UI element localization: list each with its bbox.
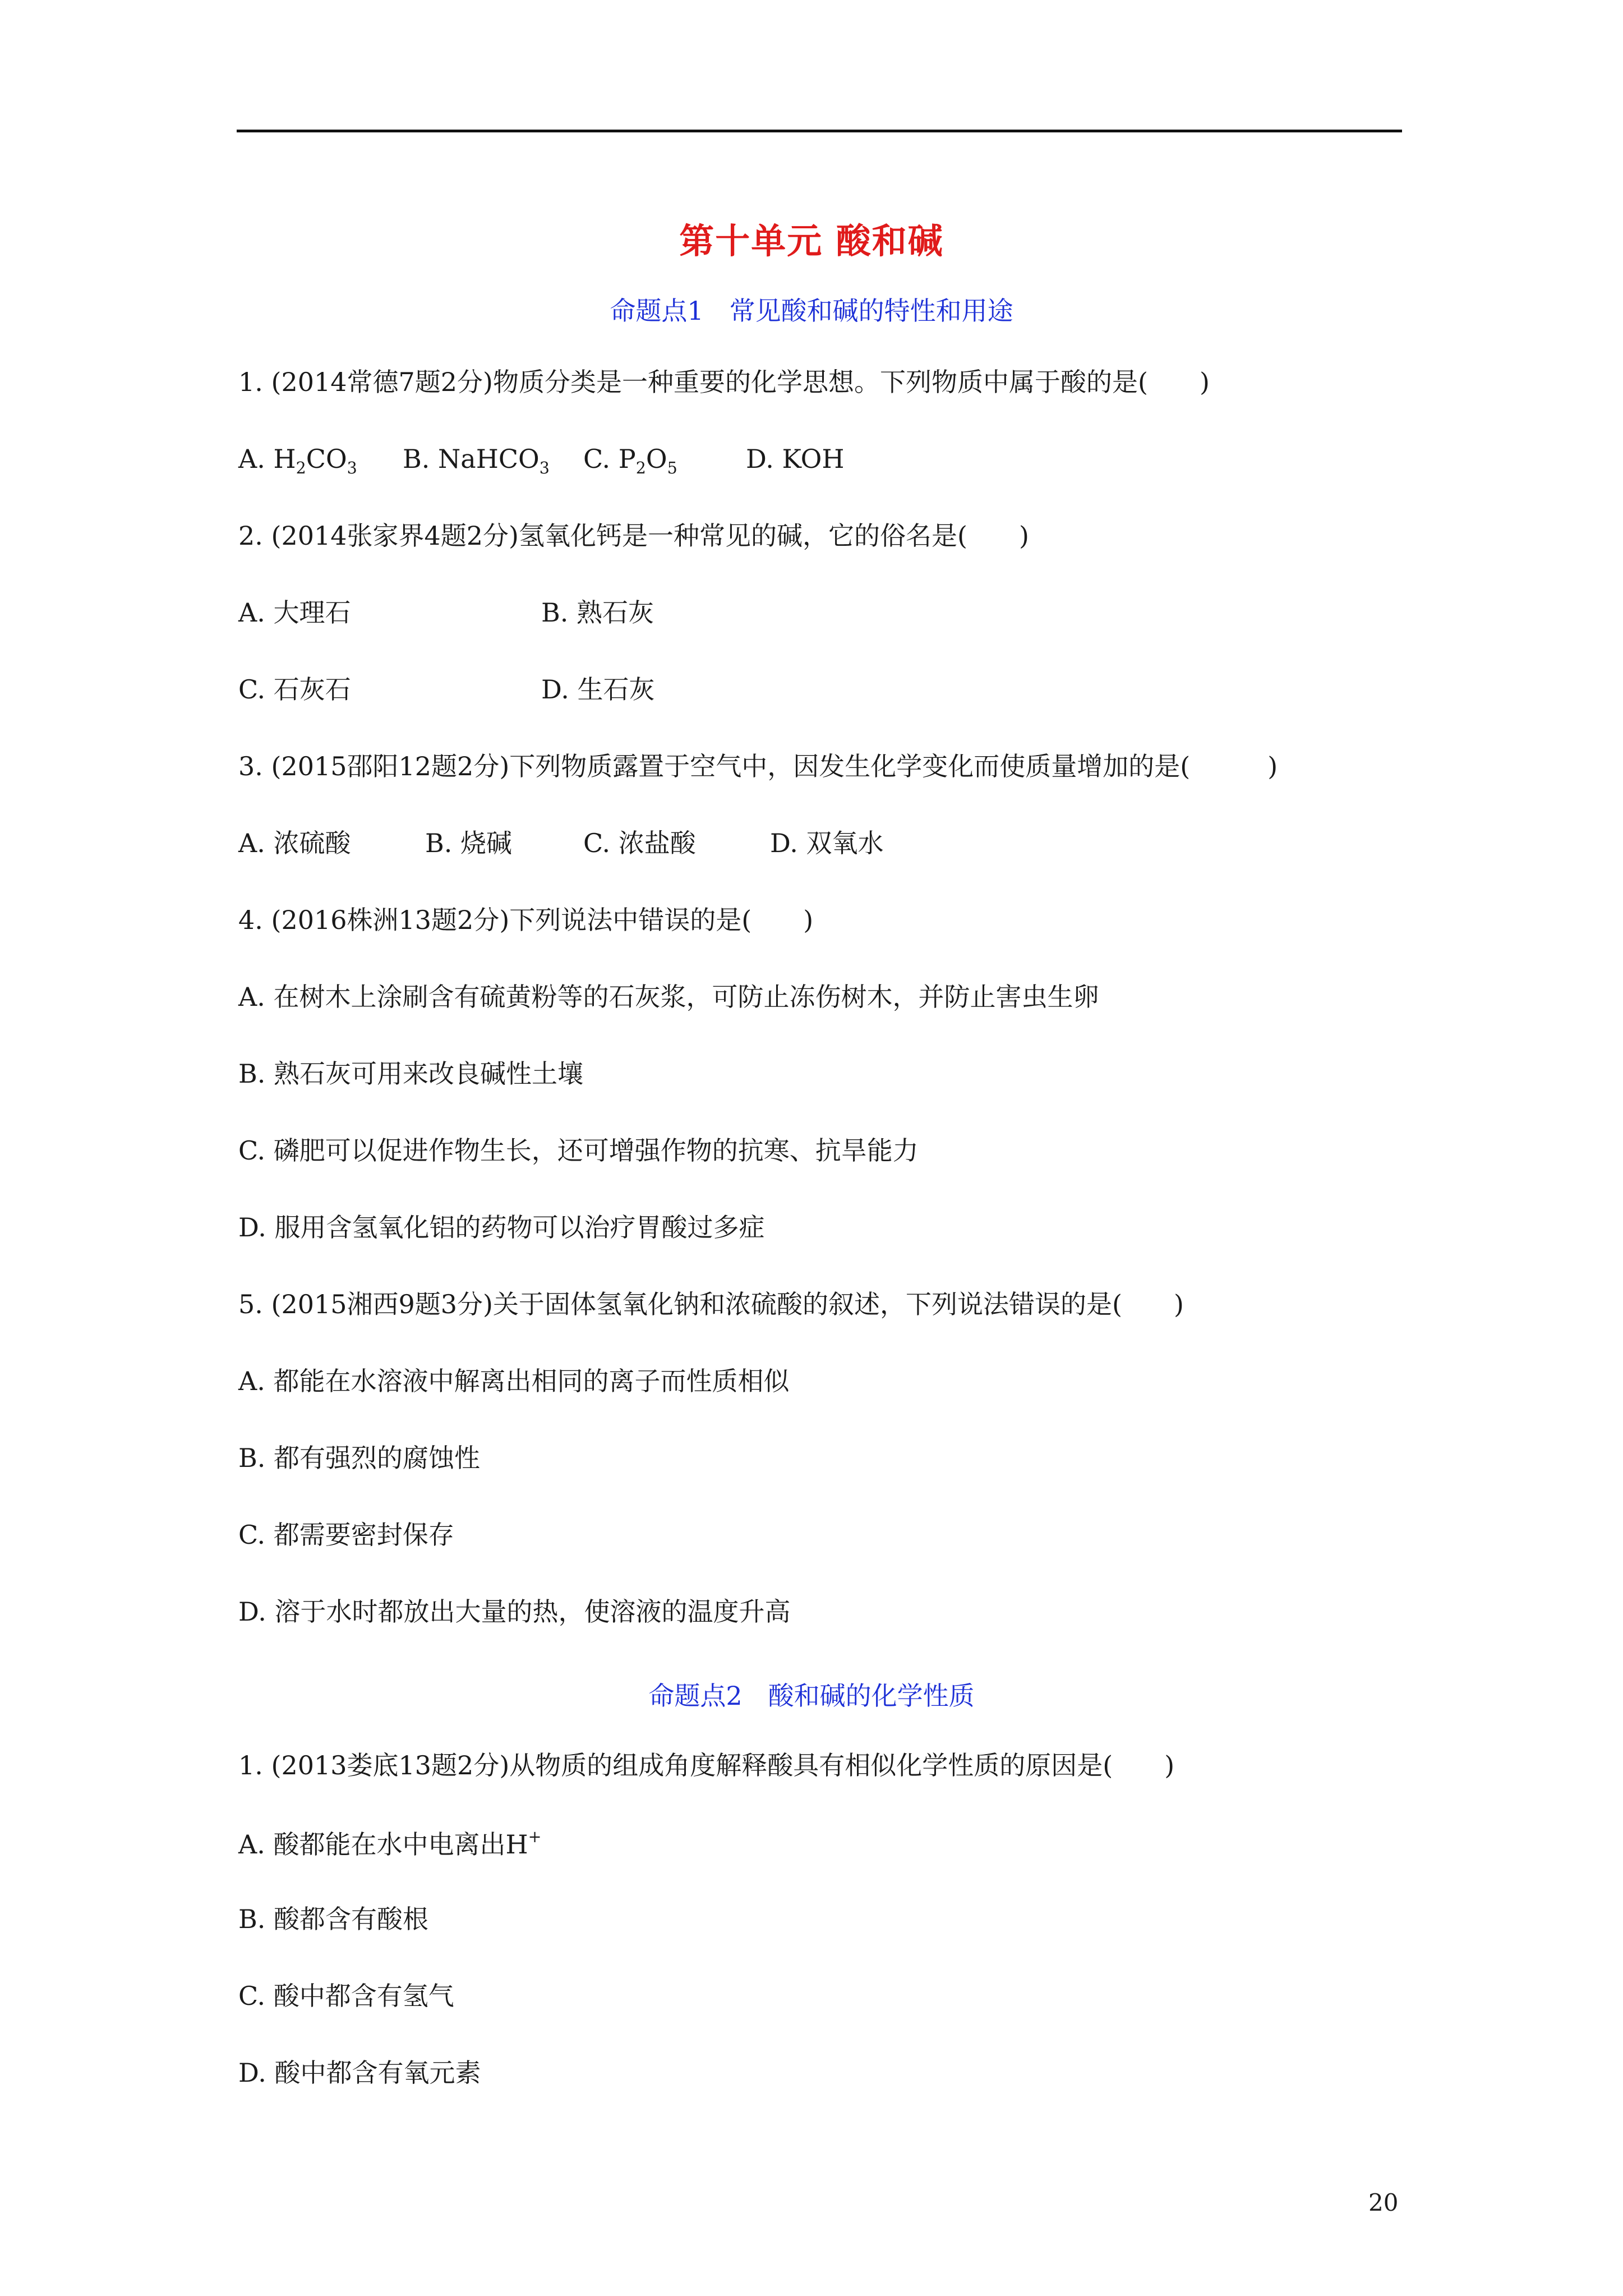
question-5-option-a: A. 都能在水溶液中解离出相同的离子而性质相似 xyxy=(238,1366,790,1396)
question-1-option-d: D. KOH xyxy=(746,444,845,474)
question-4-option-d: D. 服用含氢氧化铝的药物可以治疗胃酸过多症 xyxy=(238,1212,765,1243)
question-3-option-a: A. 浓硫酸 xyxy=(238,828,351,858)
question-2-stem: 2. (2014张家界4题2分)氢氧化钙是一种常见的碱，它的俗名是( ) xyxy=(238,521,1029,551)
question-5-option-b: B. 都有强烈的腐蚀性 xyxy=(238,1443,481,1473)
section-2-question-1-option-b: B. 酸都含有酸根 xyxy=(238,1904,429,1934)
question-2-option-c: C. 石灰石 xyxy=(238,674,351,705)
question-4-stem: 4. (2016株洲13题2分)下列说法中错误的是( ) xyxy=(238,905,814,935)
question-3-option-d: D. 双氧水 xyxy=(770,828,884,858)
section-2-question-1-option-d: D. 酸中都含有氧元素 xyxy=(238,2058,481,2088)
section-2-question-1-option-c: C. 酸中都含有氢气 xyxy=(238,1981,454,2011)
question-5-option-d: D. 溶于水时都放出大量的热，使溶液的温度升高 xyxy=(238,1596,791,1627)
page-number: 20 xyxy=(1368,2189,1399,2216)
question-1-option-b: B. NaHCO$_3$ xyxy=(403,444,550,477)
section-title-1: 命题点1 常见酸和碱的特性和用途 xyxy=(610,296,1013,326)
question-4-option-b: B. 熟石灰可用来改良碱性土壤 xyxy=(238,1059,584,1089)
question-5-option-c: C. 都需要密封保存 xyxy=(238,1520,454,1550)
section-2-question-1-option-a: A. 酸都能在水中电离出H+ xyxy=(238,1828,542,1860)
question-3-option-b: B. 烧碱 xyxy=(425,828,513,858)
header-rule xyxy=(237,130,1402,132)
question-2-option-b: B. 熟石灰 xyxy=(541,597,654,628)
question-4-option-c: C. 磷肥可以促进作物生长，还可增强作物的抗寒、抗旱能力 xyxy=(238,1135,919,1166)
question-1-option-c: C. $P_2O_5$ xyxy=(583,444,677,477)
unit-title: 第十单元 酸和碱 xyxy=(679,220,944,261)
question-3-stem: 3. (2015邵阳12题2分)下列物质露置于空气中，因发生化学变化而使质量增加的是( ) xyxy=(238,751,1278,781)
question-3-option-c: C. 浓盐酸 xyxy=(583,828,696,858)
question-4-option-a: A. 在树木上涂刷含有硫黄粉等的石灰浆，可防止冻伤树木，并防止害虫生卵 xyxy=(238,982,1099,1012)
question-5-stem: 5. (2015湘西9题3分)关于固体氢氧化钠和浓硫酸的叙述，下列说法错误的是( ) xyxy=(238,1289,1184,1319)
section-title-2: 命题点2 酸和碱的化学性质 xyxy=(648,1681,975,1711)
question-2-option-d: D. 生石灰 xyxy=(541,674,655,705)
question-2-option-a: A. 大理石 xyxy=(238,597,351,628)
question-1-stem: 1. (2014常德7题2分)物质分类是一种重要的化学思想。下列物质中属于酸的是( ) xyxy=(238,367,1210,397)
section-2-question-1-stem: 1. (2013娄底13题2分)从物质的组成角度解释酸具有相似化学性质的原因是( ) xyxy=(238,1750,1175,1780)
question-1-option-a: A. $H_2CO_3$ xyxy=(238,444,357,477)
